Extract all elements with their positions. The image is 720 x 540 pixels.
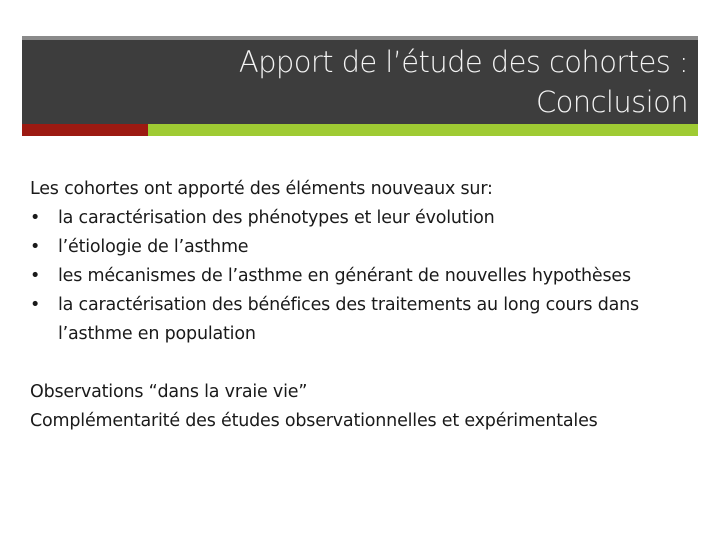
slide-body bbox=[30, 175, 700, 436]
accent-strip-green bbox=[148, 124, 698, 136]
title-bar bbox=[22, 36, 698, 124]
bullet-item bbox=[30, 204, 700, 233]
complementarity-text: Complémentarité des études observationnelles et expérimentales bbox=[30, 411, 598, 431]
bullet-text: l’étiologie de l’asthme bbox=[58, 237, 249, 257]
bullet-marker: • bbox=[30, 266, 41, 286]
bullet-marker: • bbox=[30, 295, 41, 315]
bullet-marker: • bbox=[30, 237, 41, 257]
observations-text: Observations “dans la vraie vie” bbox=[30, 382, 308, 402]
slide-title-line-2: Conclusion bbox=[535, 85, 688, 119]
bullet-text: la caractérisation des bénéfices des traitements au long cours dans l’asthme en population bbox=[58, 295, 639, 344]
bullet-item bbox=[30, 262, 700, 291]
slide-title-line-1: Apport de l’étude des cohortes : bbox=[238, 45, 688, 79]
intro-text: Les cohortes ont apporté des éléments nouveaux sur: bbox=[30, 179, 493, 199]
accent-strip bbox=[22, 124, 698, 136]
bullet-text: la caractérisation des phénotypes et leur évolution bbox=[58, 208, 495, 228]
bullet-list bbox=[30, 204, 700, 349]
bullet-marker: • bbox=[30, 208, 41, 228]
accent-strip-red bbox=[22, 124, 148, 136]
paragraph-spacer bbox=[30, 349, 700, 378]
bullet-item bbox=[30, 291, 700, 349]
slide-title bbox=[239, 42, 688, 122]
bullet-item bbox=[30, 233, 700, 262]
bullet-text: les mécanismes de l’asthme en générant de nouvelles hypothèses bbox=[58, 266, 631, 286]
